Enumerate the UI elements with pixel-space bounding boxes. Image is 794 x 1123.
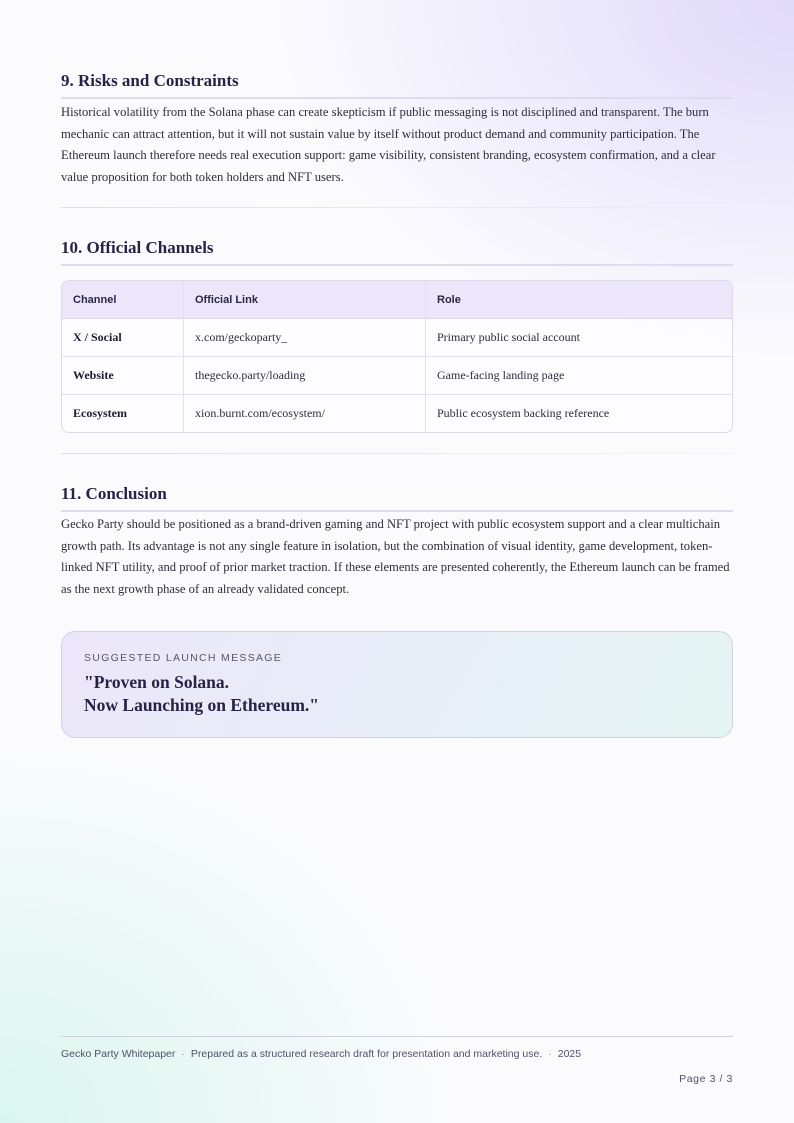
whitepaper-page: [61, 0, 733, 1123]
role-cell: Primary public social account: [426, 319, 733, 357]
page-number: Page 3 / 3: [679, 1073, 733, 1085]
channel-cell: X / Social: [62, 319, 184, 357]
channel-cell: Website: [62, 357, 184, 395]
table-row: [62, 395, 732, 433]
channel-cell: Ecosystem: [62, 395, 184, 433]
footer-year: 2025: [557, 1048, 582, 1060]
footer-separator: ·: [548, 1048, 552, 1060]
section-heading-channels: 10. Official Channels: [61, 238, 733, 266]
footer-separator: ·: [181, 1048, 185, 1060]
callout-label: SUGGESTED LAUNCH MESSAGE: [84, 652, 283, 664]
official-link-cell: thegecko.party/loading: [184, 357, 426, 395]
role-cell: Public ecosystem backing reference: [426, 395, 733, 433]
official-link-cell: x.com/geckoparty_: [184, 319, 426, 357]
column-header-channel: Channel: [62, 281, 184, 319]
table-row: [62, 319, 732, 357]
table-row: [62, 357, 732, 395]
channels-table: [61, 280, 733, 433]
role-cell: Game-facing landing page: [426, 357, 733, 395]
conclusion-paragraph: Gecko Party should be positioned as a brand-driven gaming and NFT project with public ecosystem support and a clear multichain growth path. Its advantage is not any single feature in isolation, but the combination of visual identity, game development, token-linked NFT utility, and proof of prior market traction. If these elements are presented coherently, the Ethereum launch can be framed as the next growth phase of an already validated concept.: [61, 517, 730, 597]
section-heading-risks: 9. Risks and Constraints: [61, 71, 733, 99]
table-header-row: [62, 281, 732, 319]
footer: [61, 1048, 581, 1060]
risks-paragraph: Historical volatility from the Solana phase can create skepticism if public messaging is not disciplined and transparent. The burn mechanic can attract attention, but it will not sustain value by itself without product demand and community participation. The Ethereum launch therefore needs real execution support: game visibility, consistent branding, ecosystem confirmation, and a clear value proposition for both token holders and NFT users.: [61, 105, 716, 185]
footer-note: Prepared as a structured research draft for presentation and marketing use.: [190, 1048, 543, 1060]
section-heading-conclusion: 11. Conclusion: [61, 484, 733, 512]
section-divider: [61, 207, 733, 208]
official-link-cell: xion.burnt.com/ecosystem/: [184, 395, 426, 433]
footer-divider: [61, 1036, 733, 1037]
footer-doc-title: Gecko Party Whitepaper: [61, 1048, 176, 1060]
launch-message-callout: [61, 631, 733, 738]
column-header-role: Role: [426, 281, 733, 319]
section-divider: [61, 453, 733, 454]
callout-quote: "Proven on Solana. Now Launching on Ethereum.": [84, 672, 319, 715]
column-header-official-link: Official Link: [184, 281, 426, 319]
